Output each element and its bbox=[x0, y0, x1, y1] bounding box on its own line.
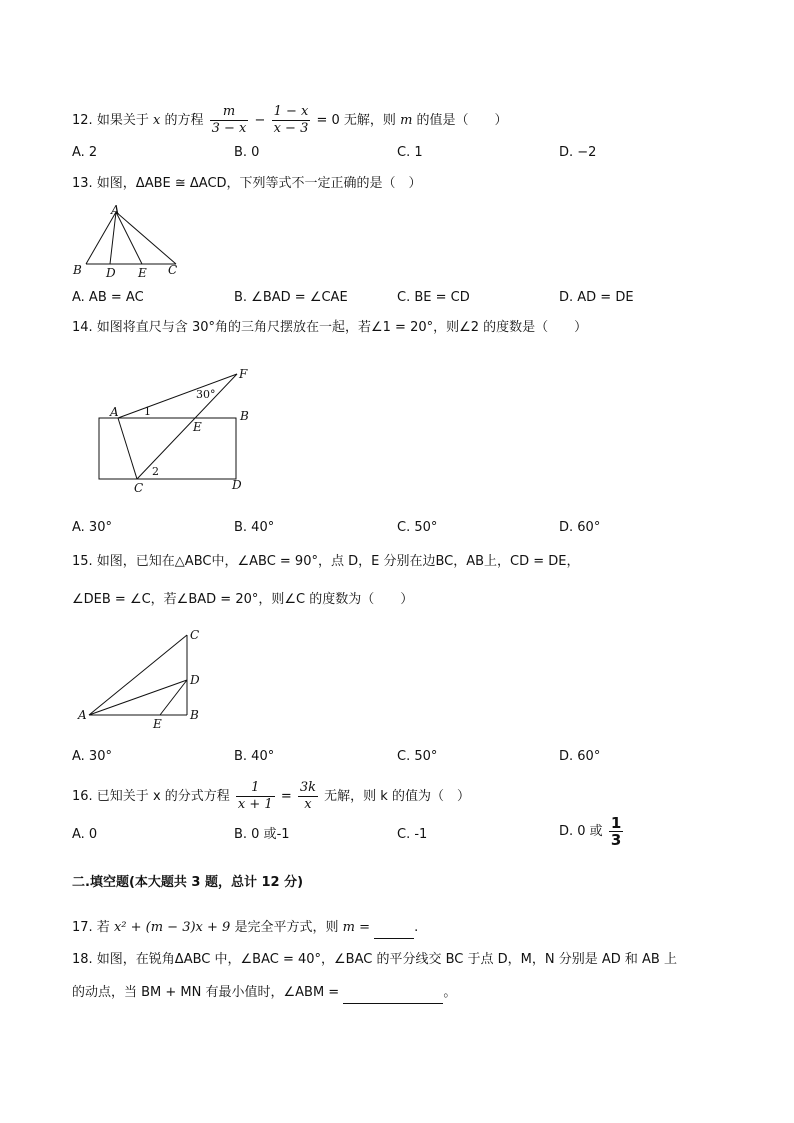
line-ae bbox=[116, 212, 142, 264]
question-12: 12. 如果关于 x 的方程 $\frac{m}{3 - x}$ − $\frac{1 - x}{x - 3}$ = 0 无解，则 m 的值是（ ） bbox=[72, 104, 508, 136]
label-c: C bbox=[190, 628, 200, 642]
ruler-figure-14 bbox=[90, 362, 260, 497]
label-angle-2: 2 bbox=[152, 465, 159, 478]
option-a[interactable]: A. AB = AC bbox=[72, 290, 144, 305]
line-ac bbox=[118, 418, 137, 479]
line-ab bbox=[86, 212, 116, 264]
line-ad bbox=[110, 212, 116, 264]
ruler bbox=[99, 418, 236, 479]
option-b[interactable]: B. 0 或-1 bbox=[234, 827, 290, 842]
label-d: D bbox=[190, 673, 200, 687]
option-d[interactable]: D. 60° bbox=[559, 520, 601, 535]
answer-blank[interactable] bbox=[374, 918, 414, 939]
options-13 bbox=[72, 288, 732, 308]
option-b[interactable]: B. 40° bbox=[234, 749, 275, 764]
triangle-figure-13 bbox=[70, 200, 190, 280]
options-12 bbox=[72, 143, 732, 163]
label-a: A bbox=[111, 203, 120, 217]
line-ac bbox=[116, 212, 176, 264]
question-16: 16. 已知关于 x 的分式方程 $\frac{1}{x + 1}$ = $\frac{3k}{x}$ 无解，则 k 的值为（ ） bbox=[72, 780, 470, 812]
question-18-line-1: 18. 如图，在锐角ΔABC 中，∠BAC = 40°，∠BAC 的平分线交 BC 于点 D，M，N 分别是 AD 和 AB 上 bbox=[72, 952, 677, 967]
option-d[interactable]: D. 0 或 $\frac{1}{3}$ bbox=[559, 814, 622, 849]
fraction-2: $\frac{1 - x}{x - 3}$ bbox=[273, 104, 309, 136]
option-b[interactable]: B. 0 bbox=[234, 145, 260, 160]
label-c: C bbox=[168, 263, 178, 277]
label-angle-1: 1 bbox=[144, 405, 151, 418]
option-c[interactable]: C. 50° bbox=[397, 749, 438, 764]
line-ad bbox=[89, 680, 187, 715]
options-15 bbox=[72, 747, 732, 767]
label-b: B bbox=[73, 263, 82, 277]
question-17: 17. 若 x² + (m − 3)x + 9 是完全平方式，则 m = . bbox=[72, 918, 732, 939]
options-16 bbox=[72, 814, 732, 849]
question-14: 14. 如图将直尺与含 30°角的三角尺摆放在一起，若∠1 = 20°，则∠2 的度数是（ ） bbox=[72, 320, 588, 335]
option-a[interactable]: A. 30° bbox=[72, 749, 112, 764]
line-af bbox=[118, 374, 237, 418]
label-c: C bbox=[134, 481, 144, 495]
line-cf bbox=[137, 374, 237, 479]
answer-blank[interactable] bbox=[343, 983, 443, 1004]
question-13: 13. 如图，ΔABE ≅ ΔACD，下列等式不一定正确的是（ ） bbox=[72, 176, 422, 191]
label-30deg: 30° bbox=[196, 388, 216, 401]
option-d[interactable]: D. 60° bbox=[559, 749, 601, 764]
option-c[interactable]: C. 50° bbox=[397, 520, 438, 535]
question-15-line-2: ∠DEB = ∠C，若∠BAD = 20°，则∠C 的度数为（ ） bbox=[72, 592, 414, 607]
label-a: A bbox=[78, 708, 87, 722]
option-c[interactable]: C. BE = CD bbox=[397, 290, 470, 305]
label-b: B bbox=[240, 409, 249, 423]
question-15-line-1: 15. 如图，已知在△ABC中，∠ABC = 90°，点 D，E 分别在边BC，AB上，CD = DE， bbox=[72, 554, 580, 569]
option-b[interactable]: B. 40° bbox=[234, 520, 275, 535]
option-a[interactable]: A. 0 bbox=[72, 827, 98, 842]
label-f: F bbox=[239, 367, 248, 381]
question-number: 12. bbox=[72, 113, 93, 128]
option-d[interactable]: D. −2 bbox=[559, 145, 597, 160]
options-14 bbox=[72, 518, 732, 538]
option-d[interactable]: D. AD = DE bbox=[559, 290, 634, 305]
fraction-1: $\frac{1}{x + 1}$ bbox=[237, 780, 273, 812]
option-c[interactable]: C. -1 bbox=[397, 827, 428, 842]
section-heading: 二.填空题(本大题共 3 题，总计 12 分) bbox=[72, 875, 304, 890]
option-a[interactable]: A. 2 bbox=[72, 145, 98, 160]
fraction-one-third: $\frac{1}{3}$ bbox=[610, 814, 622, 849]
triangle-figure-15 bbox=[75, 625, 215, 735]
label-a: A bbox=[110, 405, 119, 419]
option-c[interactable]: C. 1 bbox=[397, 145, 423, 160]
fraction-2: $\frac{3k}{x}$ bbox=[299, 780, 317, 812]
label-e: E bbox=[153, 717, 162, 731]
fraction-1: $\frac{m}{3 - x}$ bbox=[211, 104, 247, 136]
option-a[interactable]: A. 30° bbox=[72, 520, 112, 535]
option-b[interactable]: B. ∠BAD = ∠CAE bbox=[234, 290, 348, 305]
label-e: E bbox=[138, 266, 147, 280]
question-18-line-2: 的动点，当 BM + MN 有最小值时，∠ABM = 。 bbox=[72, 983, 732, 1004]
label-e: E bbox=[193, 420, 202, 434]
label-b: B bbox=[190, 708, 199, 722]
line-ac bbox=[89, 635, 187, 715]
label-d: D bbox=[232, 478, 242, 492]
math-expression: x² + (m − 3)x + 9 bbox=[113, 920, 231, 935]
label-d: D bbox=[106, 266, 116, 280]
